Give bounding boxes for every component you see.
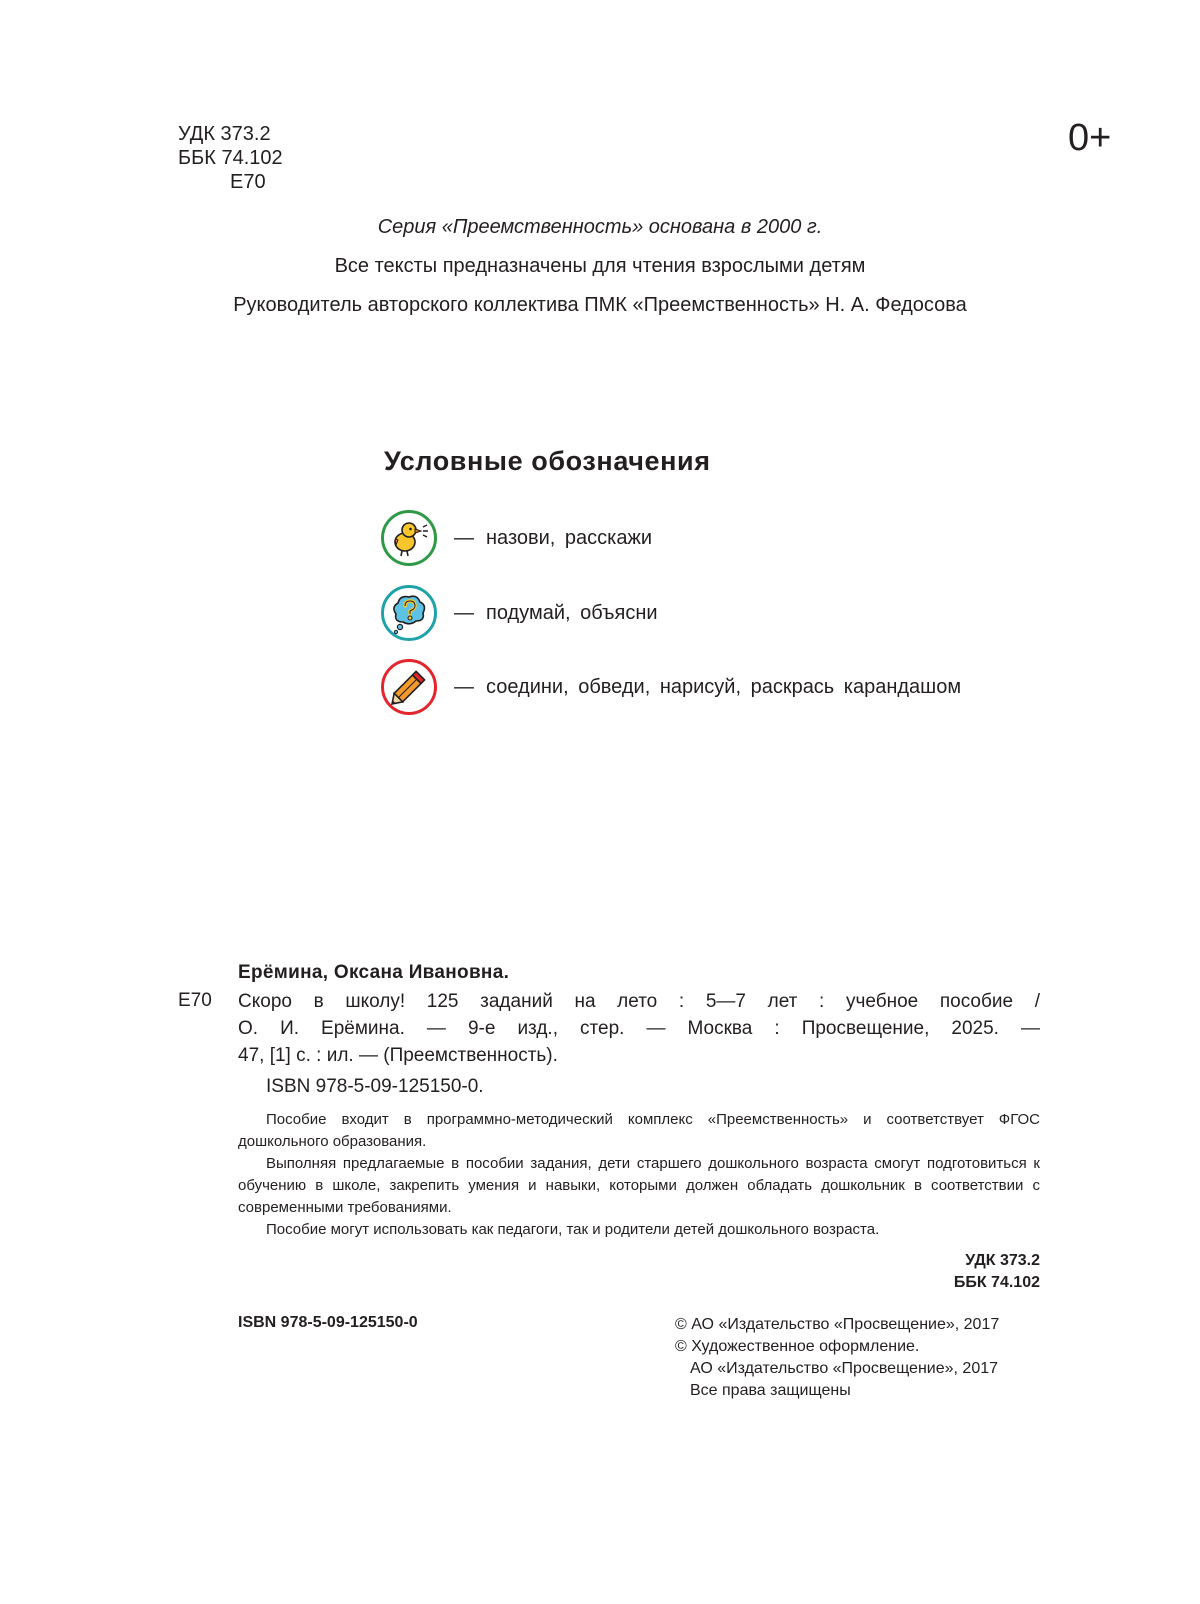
age-rating: 0+ [1068, 117, 1112, 159]
catalog-annotation [238, 1109, 1040, 1241]
annotation-paragraph: Выполняя предлагаемые в пособии задания, дети старшего дошкольного возраста смогут подготовиться к обучению в школе, закрепить умения и навыки, которыми должен обладать дошкольник в соответствии с современными требованиями. [238, 1155, 1040, 1216]
copyright-line: АО «Издательство «Просвещение», 2017 [690, 1360, 999, 1377]
bird-icon [380, 509, 438, 567]
legend-label: подумай, объясни [486, 601, 658, 624]
catalog-bbk: ББК 74.102 [953, 1274, 1040, 1291]
author-mark: Е70 [230, 171, 266, 193]
classification-codes [178, 122, 283, 194]
copyright-block [675, 1314, 999, 1402]
legend-item-think [380, 583, 658, 643]
legend-dash: — [454, 526, 474, 549]
biblio-line: Скоро в школу! 125 заданий на лето : 5—7 лет : учебное пособие / [238, 991, 1040, 1012]
pencil-icon [380, 658, 438, 716]
footer-isbn: ISBN 978-5-09-125150-0 [238, 1314, 418, 1331]
catalog-code: Е70 [178, 990, 212, 1011]
legend-item-speak [380, 508, 652, 568]
biblio-line: 47, [1] с. : ил. — (Преемственность). [238, 1045, 558, 1066]
biblio-line: О. И. Ерёмина. — 9-е изд., стер. — Москва : Просвещение, 2025. — [238, 1018, 1040, 1039]
question-cloud-icon [380, 584, 438, 642]
catalog-udk: УДК 373.2 [965, 1252, 1040, 1269]
catalog-classification [880, 1250, 1040, 1294]
catalog-bibliographic-record [238, 988, 1040, 1069]
rights-reserved: Все права защищены [690, 1382, 851, 1399]
legend-dash: — [454, 675, 474, 698]
supervisor-note: Руководитель авторского коллектива ПМК «Преемственность» Н. А. Федосова [233, 294, 967, 316]
annotation-paragraph: Пособие могут использовать как педагоги, так и родители детей дошкольного возраста. [266, 1221, 880, 1238]
bbk-code: ББК 74.102 [178, 147, 283, 169]
catalog-isbn: ISBN 978-5-09-125150-0. [266, 1076, 484, 1097]
legend-label: соедини, обведи, нарисуй, раскрась карандашом [486, 675, 962, 698]
copyright-line: © Художественное оформление. [675, 1338, 920, 1355]
series-note: Серия «Преемственность» основана в 2000 г. [377, 216, 823, 238]
udk-code: УДК 373.2 [178, 123, 271, 145]
annotation-paragraph: Пособие входит в программно-методический комплекс «Преемственность» и соответствует ФГОС дошкольного образования. [238, 1111, 1040, 1150]
legend-dash: — [454, 601, 474, 624]
legend-title: Условные обозначения [384, 446, 711, 476]
reading-note: Все тексты предназначены для чтения взрослыми детям [334, 255, 866, 277]
copyright-line: © АО «Издательство «Просвещение», 2017 [675, 1316, 1000, 1333]
legend-label: назови, расскажи [486, 526, 653, 549]
legend-item-draw [380, 657, 961, 717]
catalog-author: Ерёмина, Оксана Ивановна. [238, 962, 510, 983]
